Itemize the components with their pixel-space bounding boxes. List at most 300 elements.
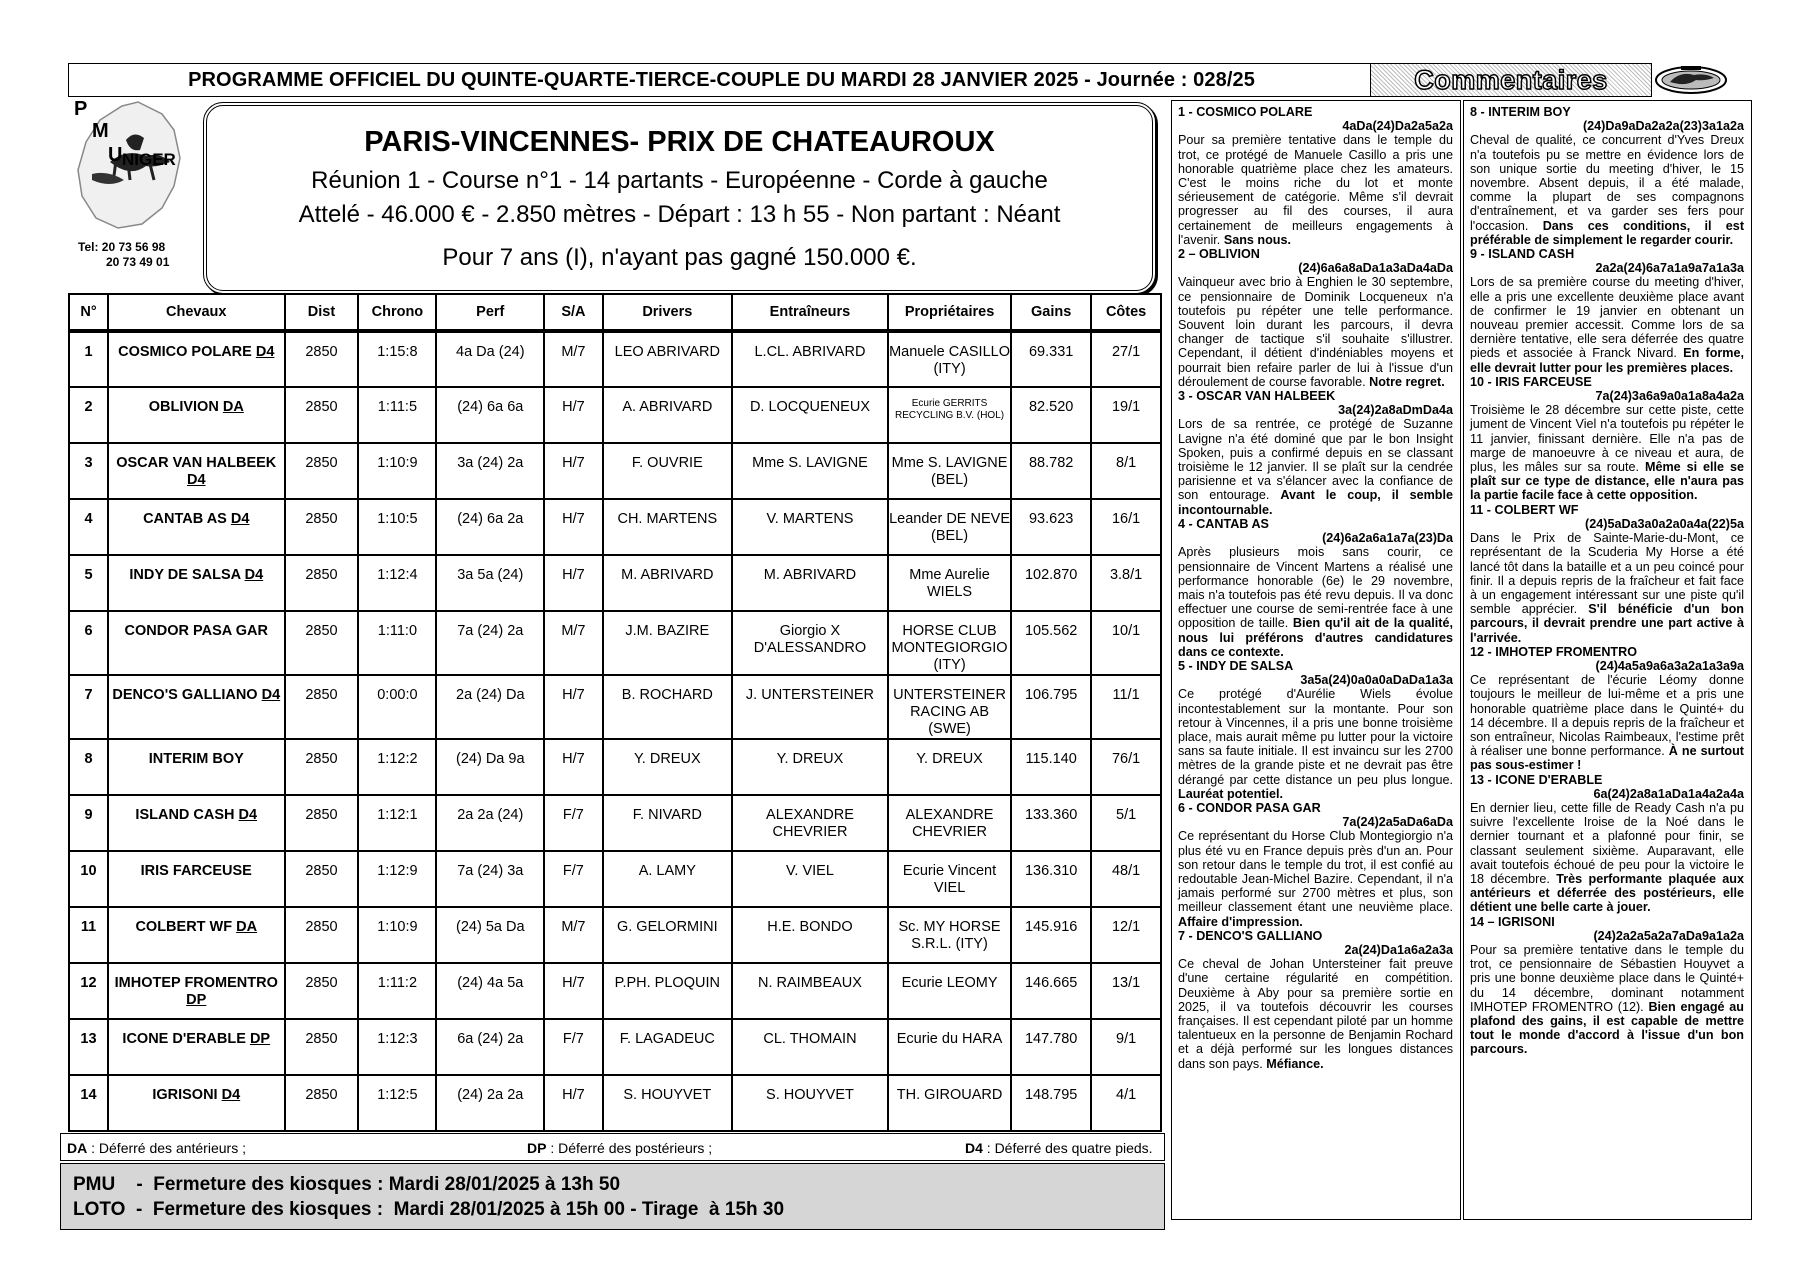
driver-cell: F. LAGADEUC (603, 1019, 732, 1075)
comment-verdict: Dans ces conditions, il est préférable de simplement le regarder courir. (1470, 218, 1745, 247)
comments-column-right (1463, 100, 1752, 1220)
comment-horse-name: 9 - ISLAND CASH (1470, 247, 1575, 262)
col-header: Drivers (603, 294, 732, 331)
comment-item (1178, 389, 1453, 517)
dist-cell: 2850 (285, 331, 359, 387)
proprietaire-cell: Ecurie GERRITS RECYCLING B.V. (HOL) (888, 387, 1011, 443)
entraineur-cell: Giorgio X D'ALESSANDRO (732, 611, 888, 675)
horse-name: DENCO'S GALLIANO (112, 687, 258, 703)
comment-body (1470, 801, 1744, 915)
horse-name: CONDOR PASA GAR (124, 623, 268, 639)
comment-verdict: Sans nous. (1223, 232, 1291, 247)
loto-closing: LOTO - Fermeture des kiosques : Mardi 28/01/2025 à 15h 00 - Tirage à 15h 30 (73, 1199, 785, 1220)
table-row (69, 387, 1161, 443)
race-conditions: Pour 7 ans (I), n'ayant pas gagné 150.000 €. (442, 244, 917, 271)
table-row (69, 1019, 1161, 1075)
proprietaire-cell: Ecurie LEOMY (888, 963, 1011, 1019)
legend-da-text: : Déferré des antérieurs ; (87, 1140, 246, 1156)
dist-cell: 2850 (285, 611, 359, 675)
sa-cell: M/7 (544, 907, 603, 963)
entraineur-cell: M. ABRIVARD (732, 555, 888, 611)
perf-cell: 2a 2a (24) (436, 795, 544, 851)
horse-name-cell (108, 795, 285, 851)
proprietaire-cell: ALEXANDRE CHEVRIER (888, 795, 1011, 851)
comment-verdict: S'il bénéficie d'un bon parcours, il devrait prendre une part active à l'arrivée. (1470, 602, 1745, 645)
race-title: PARIS-VINCENNES- PRIX DE CHATEAUROUX (364, 126, 995, 158)
sa-cell: H/7 (544, 963, 603, 1019)
horse-name-cell (108, 739, 285, 795)
horse-name-cell (108, 555, 285, 611)
table-header-row (69, 294, 1161, 331)
comment-text: Pour sa première tentative dans le temple du trot, ce pensionnaire de Sébastien Houyvet a pris une bonne deuxième place dans le Quinté+ du 14 décembre, dominant notamment IMHOTEP FROMENTRO (12). (1470, 942, 1744, 1014)
table-row (69, 443, 1161, 499)
shoeing-tag: D4 (244, 567, 264, 583)
comment-item (1470, 503, 1744, 645)
comment-musique: 3a5a(24)0a0a0aDaDa1a3a (1300, 673, 1453, 688)
cote-cell: 5/1 (1091, 795, 1161, 851)
col-header: Chrono (358, 294, 436, 331)
sa-cell: H/7 (544, 443, 603, 499)
chrono-cell: 1:12:3 (358, 1019, 436, 1075)
horse-name-cell (108, 851, 285, 907)
comment-musique: 6a(24)2a8a1aDa1a4a2a4a (1593, 786, 1744, 801)
comment-item (1470, 375, 1744, 503)
shoeing-tag: D4 (261, 687, 281, 703)
comment-body (1470, 403, 1744, 502)
dist-cell: 2850 (285, 739, 359, 795)
table-row (69, 1075, 1161, 1131)
comment-text: Dans le Prix de Sainte-Marie-du-Mont, ce représentant de la Scuderia My Horse a été lancé tôt dans la bataille et a un peu coincé pour finir. Il a depuis repris de la fraîcheur et fait face à un engagement intéressant sur une piste qu'il semble apprécier. (1470, 531, 1744, 617)
horse-name: COLBERT WF (135, 919, 233, 935)
perf-cell: (24) 2a 2a (436, 1075, 544, 1131)
entraineur-cell: V. VIEL (732, 851, 888, 907)
comment-musique: 7a(24)2a5aDa6aDa (1342, 815, 1453, 830)
horse-name-cell (108, 907, 285, 963)
gains-cell: 93.623 (1011, 499, 1091, 555)
table-row (69, 675, 1161, 739)
cote-cell: 16/1 (1091, 499, 1161, 555)
comment-body (1178, 133, 1453, 247)
comment-musique: (24)4a5a9a6a3a2a1a3a9a (1595, 658, 1744, 673)
kiosk-closing-box (60, 1163, 1165, 1230)
legend-d4-key: D4 (965, 1140, 983, 1156)
table-row (69, 611, 1161, 675)
table-row (69, 331, 1161, 387)
comment-body (1470, 531, 1744, 645)
comment-musique: (24)6a2a6a1a7a(23)Da (1322, 531, 1453, 546)
comment-item (1178, 247, 1453, 389)
col-header: S/A (544, 294, 603, 331)
comment-musique: 4aDa(24)Da2a5a2a (1342, 119, 1453, 134)
perf-cell: (24) Da 9a (436, 739, 544, 795)
entraineur-cell: CL. THOMAIN (732, 1019, 888, 1075)
logo-niger: NIGER (122, 150, 176, 169)
driver-cell: CH. MARTENS (603, 499, 732, 555)
shoeing-legend (60, 1133, 1165, 1161)
chrono-cell: 0:00:0 (358, 675, 436, 739)
phone-secondary: 20 73 49 01 (106, 255, 170, 269)
comment-horse-name: 8 - INTERIM BOY (1470, 105, 1571, 119)
sa-cell: H/7 (544, 675, 603, 739)
entraineur-cell: D. LOCQUENEUX (732, 387, 888, 443)
legend-da-key: DA (67, 1140, 88, 1156)
comment-musique: (24)5aDa3a0a2a0a4a(22)5a (1585, 516, 1744, 531)
legend-d4 (965, 1140, 1153, 1156)
comment-item (1178, 801, 1453, 929)
gains-cell: 88.782 (1011, 443, 1091, 499)
cote-cell: 12/1 (1091, 907, 1161, 963)
chrono-cell: 1:12:1 (358, 795, 436, 851)
horse-name: INDY DE SALSA (129, 567, 241, 583)
comment-horse-name: 7 - DENCO'S GALLIANO (1178, 928, 1323, 943)
comment-musique: 7a(24)3a6a9a0a1a8a4a2a (1595, 389, 1744, 404)
comment-text: Vainqueur avec brio à Enghien le 30 septembre, ce pensionnaire de Dominik Locqueneux n'a toutefois pu répéter une telle performance. Souvent loin durant les parcours, il devra changer de tactique s'il souhaite s'illustrer. Cependant, il détient d'indéniables moyens et pourrait bien refaire parler de lui à l'issue d'un déroulement de course favorable. (1178, 275, 1453, 389)
comment-item (1178, 929, 1453, 1071)
table-row (69, 963, 1161, 1019)
comment-horse-name: 10 - IRIS FARCEUSE (1470, 374, 1592, 389)
perf-cell: 7a (24) 3a (436, 851, 544, 907)
race-info-box (203, 102, 1156, 294)
sa-cell: H/7 (544, 555, 603, 611)
proprietaire-cell: UNTERSTEINER RACING AB (SWE) (888, 675, 1011, 739)
dist-cell: 2850 (285, 499, 359, 555)
comment-verdict: Bien engagé au plafond des gains, il est capable de mettre tout le monde d'accord à l'issue d'un bon parcours. (1470, 999, 1745, 1057)
dist-cell: 2850 (285, 1075, 359, 1131)
gains-cell: 115.140 (1011, 739, 1091, 795)
horse-name-cell (108, 387, 285, 443)
cote-cell: 11/1 (1091, 675, 1161, 739)
legend-da (67, 1140, 246, 1156)
proprietaire-cell: Sc. MY HORSE S.R.L. (ITY) (888, 907, 1011, 963)
horse-name-cell (108, 1075, 285, 1131)
horse-name: COSMICO POLARE (118, 344, 252, 360)
entraineur-cell: N. RAIMBEAUX (732, 963, 888, 1019)
shoeing-tag: DP (186, 992, 207, 1008)
comment-verdict: À ne surtout pas sous-estimer ! (1470, 744, 1744, 773)
cote-cell: 48/1 (1091, 851, 1161, 907)
comment-text: Pour sa première tentative dans le temple du trot, ce protégé de Manuele Casillo a pris une honorable quatrième place chez les amateurs. C'est le moins riche du lot et monte sérieusement de catégorie. Même s'il devrait progresser au fil des courses, il aura certainement de meilleurs engagements à l'avenir. (1178, 133, 1453, 247)
chrono-cell: 1:12:5 (358, 1075, 436, 1131)
shoeing-tag: D4 (230, 511, 250, 527)
comment-item (1178, 517, 1453, 659)
n-cell: 8 (69, 739, 108, 795)
comment-horse-name: 1 - COSMICO POLARE (1178, 105, 1313, 119)
entraineur-cell: Y. DREUX (732, 739, 888, 795)
cote-cell: 3.8/1 (1091, 555, 1161, 611)
comment-item (1470, 773, 1744, 915)
comment-item (1178, 105, 1453, 247)
col-header: Chevaux (108, 294, 285, 331)
comment-item (1470, 105, 1744, 247)
shoeing-tag: D4 (255, 344, 275, 360)
comment-horse-name: 2 – OBLIVION (1178, 247, 1260, 262)
comment-text: Ce protégé d'Aurélie Wiels évolue incontestablement sur la montante. Pour son retour à Vincennes, il a pris une bonne troisième place, mais aurait même pu lutter pour la victoire sans sa faute initiale. Il est invaincu sur les 2700 mètres de la grande piste et ne devrait pas être dérangé par cette distance un peu plus longue. (1178, 687, 1453, 787)
n-cell: 12 (69, 963, 108, 1019)
comment-horse-name: 6 - CONDOR PASA GAR (1178, 800, 1321, 815)
comment-text: Après plusieurs mois sans courir, ce pensionnaire de Vincent Martens a réalisé une performance honorable (6e) le 29 novembre, mais n'a toutefois pas été revu depuis. Il va donc effectuer une course de semi-rentrée face à une opposition de taille. (1178, 545, 1453, 631)
legend-dp (527, 1140, 712, 1156)
comment-verdict: Notre regret. (1369, 374, 1445, 389)
horse-name-cell (108, 1019, 285, 1075)
chrono-cell: 1:11:2 (358, 963, 436, 1019)
shoeing-tag: D4 (221, 1087, 241, 1103)
proprietaire-cell: TH. GIROUARD (888, 1075, 1011, 1131)
col-header: Dist (285, 294, 359, 331)
proprietaire-cell: Ecurie du HARA (888, 1019, 1011, 1075)
horse-name: INTERIM BOY (148, 751, 244, 767)
chrono-cell: 1:12:4 (358, 555, 436, 611)
perf-cell: (24) 6a 6a (436, 387, 544, 443)
perf-cell: (24) 5a Da (436, 907, 544, 963)
driver-cell: J.M. BAZIRE (603, 611, 732, 675)
horse-name: OSCAR VAN HALBEEK (116, 455, 277, 471)
comment-body (1470, 943, 1744, 1057)
phone-primary: Tel: 20 73 56 98 (78, 240, 166, 254)
sa-cell: F/7 (544, 1019, 603, 1075)
n-cell: 14 (69, 1075, 108, 1131)
pmu-horse-logo-icon (1653, 63, 1729, 97)
gains-cell: 145.916 (1011, 907, 1091, 963)
n-cell: 6 (69, 611, 108, 675)
driver-cell: LEO ABRIVARD (603, 331, 732, 387)
horse-name-cell (108, 611, 285, 675)
shoeing-tag: D4 (186, 472, 206, 488)
table-row (69, 795, 1161, 851)
cote-cell: 27/1 (1091, 331, 1161, 387)
proprietaire-cell: Mme S. LAVIGNE (BEL) (888, 443, 1011, 499)
driver-cell: F. OUVRIE (603, 443, 732, 499)
comment-item (1178, 659, 1453, 801)
driver-cell: G. GELORMINI (603, 907, 732, 963)
runners-table (68, 293, 1162, 1132)
col-header: Côtes (1091, 294, 1161, 331)
comment-verdict: Méfiance. (1266, 1056, 1324, 1071)
driver-cell: A. LAMY (603, 851, 732, 907)
sa-cell: M/7 (544, 611, 603, 675)
driver-cell: S. HOUYVET (603, 1075, 732, 1131)
gains-cell: 82.520 (1011, 387, 1091, 443)
comment-body (1178, 417, 1453, 516)
shoeing-tag: D4 (238, 807, 258, 823)
proprietaire-cell: Leander DE NEVE (BEL) (888, 499, 1011, 555)
chrono-cell: 1:10:9 (358, 907, 436, 963)
dist-cell: 2850 (285, 387, 359, 443)
driver-cell: A. ABRIVARD (603, 387, 732, 443)
chrono-cell: 1:11:5 (358, 387, 436, 443)
legend-dp-key: DP (527, 1140, 547, 1156)
sa-cell: H/7 (544, 739, 603, 795)
comment-item (1470, 645, 1744, 773)
comment-horse-name: 11 - COLBERT WF (1470, 502, 1579, 517)
entraineur-cell: H.E. BONDO (732, 907, 888, 963)
perf-cell: 2a (24) Da (436, 675, 544, 739)
gains-cell: 102.870 (1011, 555, 1091, 611)
comment-text: Ce représentant de l'écurie Léomy donne toujours le meilleur de lui-même et a pris une honorable quatrième place dans le Quinté+ du 14 décembre. Il a depuis repris de la fraîcheur et son entraîneur, Nicolas Raimbeaux, l'estime prêt à réaliser une bonne performance. (1470, 673, 1744, 759)
n-cell: 2 (69, 387, 108, 443)
cote-cell: 19/1 (1091, 387, 1161, 443)
perf-cell: (24) 6a 2a (436, 499, 544, 555)
proprietaire-cell: Ecurie Vincent VIEL (888, 851, 1011, 907)
gains-cell: 147.780 (1011, 1019, 1091, 1075)
chrono-cell: 1:12:9 (358, 851, 436, 907)
chrono-cell: 1:12:2 (358, 739, 436, 795)
cote-cell: 13/1 (1091, 963, 1161, 1019)
n-cell: 9 (69, 795, 108, 851)
program-title: PROGRAMME OFFICIEL DU QUINTE-QUARTE-TIERCE-COUPLE DU MARDI 28 JANVIER 2025 - Journée : 028/25 (68, 63, 1375, 97)
n-cell: 3 (69, 443, 108, 499)
n-cell: 10 (69, 851, 108, 907)
comment-body (1470, 673, 1744, 772)
horse-name-cell (108, 443, 285, 499)
dist-cell: 2850 (285, 443, 359, 499)
comment-verdict: En forme, elle devrait lutter pour les premières places. (1470, 346, 1744, 375)
proprietaire-cell: Manuele CASILLO (ITY) (888, 331, 1011, 387)
perf-cell: 6a (24) 2a (436, 1019, 544, 1075)
horse-name: CANTAB AS (143, 511, 227, 527)
comment-horse-name: 14 – IGRISONI (1470, 914, 1555, 929)
horse-name: IGRISONI (152, 1087, 218, 1103)
horse-name-cell (108, 675, 285, 739)
col-header: N° (69, 294, 108, 331)
proprietaire-cell: Y. DREUX (888, 739, 1011, 795)
horse-name-cell (108, 963, 285, 1019)
comment-text: Lors de sa première course du meeting d'hiver, elle a pris une excellente deuxième place avant de confirmer le 19 janvier en obtenant un nouveau premier accessit. Comme lors de sa dernière tentative, elle sera déferrée des quatre pieds et associée à Franck Nivard. (1470, 275, 1744, 361)
sa-cell: M/7 (544, 331, 603, 387)
race-details-line2: Attelé - 46.000 € - 2.850 mètres - Départ : 13 h 55 - Non partant : Néant (298, 201, 1061, 228)
comment-body (1178, 687, 1453, 801)
sa-cell: F/7 (544, 851, 603, 907)
horse-name: IMHOTEP FROMENTRO (114, 975, 278, 991)
chrono-cell: 1:10:9 (358, 443, 436, 499)
table-row (69, 555, 1161, 611)
col-header: Perf (436, 294, 544, 331)
comment-horse-name: 13 - ICONE D'ERABLE (1470, 772, 1603, 787)
dist-cell: 2850 (285, 675, 359, 739)
shoeing-tag: DA (236, 919, 258, 935)
contact-phones (78, 240, 169, 270)
driver-cell: P.PH. PLOQUIN (603, 963, 732, 1019)
n-cell: 4 (69, 499, 108, 555)
comment-verdict: Lauréat potentiel. (1178, 786, 1283, 801)
comment-body (1178, 545, 1453, 659)
comment-text: Lors de sa rentrée, ce protégé de Suzanne Lavigne n'a été dominé que par le bon Insight Spoken, puis a confirmé depuis en se classant troisième le 12 janvier. Il se plaît sur la cendrée parisienne et va s'élancer avec la confiance de son entourage. (1178, 417, 1453, 503)
shoeing-tag: DA (222, 399, 244, 415)
dist-cell: 2850 (285, 963, 359, 1019)
comment-body (1470, 275, 1744, 374)
sa-cell: H/7 (544, 387, 603, 443)
comment-body (1470, 133, 1744, 247)
col-header: Entraîneurs (732, 294, 888, 331)
comment-text: Ce cheval de Johan Untersteiner fait preuve d'une certaine régularité en compétition. Deuxième à Aby pour sa première sortie en 2025, il va toutefois découvrir les courses françaises. Il est cependant piloté par un homme talentueux en la personne de Benjamin Rochard et a déjà performé sur les longues distances dans son pays. (1178, 957, 1453, 1071)
entraineur-cell: S. HOUYVET (732, 1075, 888, 1131)
gains-cell: 146.665 (1011, 963, 1091, 1019)
cote-cell: 9/1 (1091, 1019, 1161, 1075)
comment-body (1178, 829, 1453, 928)
comment-musique: (24)6a6a8aDa1a3aDa4aDa (1298, 261, 1453, 276)
comment-text: Cheval de qualité, ce concurrent d'Yves Dreux n'a toutefois pu se mettre en évidence lors de son unique sortie du meeting d'hiver, le 15 novembre. Absent depuis, il a été malade, comme la plupart de ses compagnons d'entraînement, et va garder ses fers pour l'occasion. (1470, 133, 1744, 233)
sa-cell: F/7 (544, 795, 603, 851)
comment-verdict: Même si elle se plaît sur ce type de distance, elle n'aura pas la partie facile face à cette opposition. (1470, 460, 1745, 503)
entraineur-cell: V. MARTENS (732, 499, 888, 555)
entraineur-cell: Mme S. LAVIGNE (732, 443, 888, 499)
comment-musique: 2a2a(24)6a7a1a9a7a1a3a (1595, 261, 1744, 276)
entraineur-cell: L.CL. ABRIVARD (732, 331, 888, 387)
dist-cell: 2850 (285, 795, 359, 851)
comment-horse-name: 5 - INDY DE SALSA (1178, 658, 1294, 673)
gains-cell: 105.562 (1011, 611, 1091, 675)
n-cell: 7 (69, 675, 108, 739)
comment-text: Troisième le 28 décembre sur cette piste, cette jument de Vincent Viel n'a toutefois pu répéter le 11 janvier, finissant dernière. Elle n'a pas de marge de manoeuvre à ce niveau et aura, de plus, les mâles sur sa route. (1470, 403, 1744, 475)
cote-cell: 8/1 (1091, 443, 1161, 499)
horse-name-cell (108, 499, 285, 555)
chrono-cell: 1:15:8 (358, 331, 436, 387)
horse-name: ISLAND CASH (135, 807, 235, 823)
comment-verdict: Bien qu'il ait de la qualité, nous lui préférons d'autres candidatures dans ce contexte. (1178, 616, 1453, 659)
comment-horse-name: 3 - OSCAR VAN HALBEEK (1178, 389, 1336, 404)
comment-musique: (24)Da9aDa2a2a(23)3a1a2a (1582, 119, 1744, 134)
comment-body (1178, 957, 1453, 1071)
comment-text: Ce représentant du Horse Club Montegiorgio n'a plus été vu en France depuis près d'un an. Pour son retour dans le temple du trot, il est confié au redoutable Jean-Michel Bazire. Cependant, il n'a jamais performé sur 2700 mètres et plus, son meilleur classement étant une neuvième place. (1178, 829, 1453, 915)
logo-letter-p: P (74, 98, 88, 120)
horse-name: IRIS FARCEUSE (140, 863, 252, 879)
comment-musique: (24)2a2a5a2a7aDa9a1a2a (1593, 928, 1744, 943)
horse-name: ICONE D'ERABLE (122, 1031, 246, 1047)
driver-cell: F. NIVARD (603, 795, 732, 851)
chrono-cell: 1:10:5 (358, 499, 436, 555)
comment-verdict: Avant le coup, il semble incontournable. (1178, 488, 1453, 517)
gains-cell: 69.331 (1011, 331, 1091, 387)
dist-cell: 2850 (285, 851, 359, 907)
perf-cell: 3a (24) 2a (436, 443, 544, 499)
table-row (69, 499, 1161, 555)
legend-dp-text: : Déferré des postérieurs ; (546, 1140, 713, 1156)
table-row (69, 907, 1161, 963)
race-details-line1: Réunion 1 - Course n°1 - 14 partants - Européenne - Corde à gauche (311, 167, 1048, 194)
proprietaire-cell: HORSE CLUB MONTEGIORGIO (ITY) (888, 611, 1011, 675)
comment-text: En dernier lieu, cette fille de Ready Cash n'a pu suivre l'excellente Iroise de la Noé dans le dernier tournant et a plafonné pour finir, se classant seulement sixième. Auparavant, elle avait toutefois échoué de peu pour la victoire le 18 décembre. (1470, 800, 1744, 886)
perf-cell: (24) 4a 5a (436, 963, 544, 1019)
commentaires-label: Commentaires (1414, 64, 1608, 95)
perf-cell: 3a 5a (24) (436, 555, 544, 611)
n-cell: 5 (69, 555, 108, 611)
horse-name: OBLIVION (148, 399, 219, 415)
entraineur-cell: J. UNTERSTEINER (732, 675, 888, 739)
horse-name-cell (108, 331, 285, 387)
shoeing-tag: DP (249, 1031, 271, 1047)
perf-cell: 7a (24) 2a (436, 611, 544, 675)
comment-item (1470, 247, 1744, 375)
sa-cell: H/7 (544, 1075, 603, 1131)
cote-cell: 10/1 (1091, 611, 1161, 675)
logo-letter-m: M (92, 120, 109, 142)
n-cell: 1 (69, 331, 108, 387)
cote-cell: 4/1 (1091, 1075, 1161, 1131)
comment-item (1470, 915, 1744, 1057)
proprietaire-cell: Mme Aurelie WIELS (888, 555, 1011, 611)
n-cell: 11 (69, 907, 108, 963)
comment-musique: 2a(24)Da1a6a2a3a (1344, 942, 1453, 957)
dist-cell: 2850 (285, 555, 359, 611)
driver-cell: Y. DREUX (603, 739, 732, 795)
cote-cell: 76/1 (1091, 739, 1161, 795)
comments-column-left (1171, 100, 1461, 1220)
legend-d4-text: : Déferré des quatre pieds. (982, 1140, 1153, 1156)
comment-verdict: Affaire d'impression. (1178, 914, 1303, 929)
col-header: Gains (1011, 294, 1091, 331)
perf-cell: 4a Da (24) (436, 331, 544, 387)
chrono-cell: 1:11:0 (358, 611, 436, 675)
pmu-closing: PMU - Fermeture des kiosques : Mardi 28/01/2025 à 13h 50 (73, 1174, 621, 1195)
